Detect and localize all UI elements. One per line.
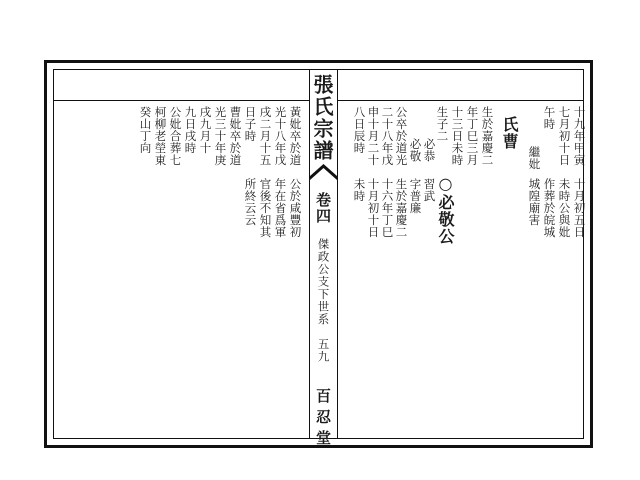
right-col-3b: 作葬於皖城 xyxy=(542,178,557,238)
right-col-12: 十六年丁巳 xyxy=(380,178,395,238)
fish-tail-ornament xyxy=(310,162,337,192)
right-col-2: 七月初十日 xyxy=(557,106,572,166)
left-col-5: 曹妣卒於道 xyxy=(228,106,243,166)
right-col-11: 生於嘉慶二 xyxy=(394,178,409,238)
left-col-1: 黃妣卒於道 xyxy=(288,106,303,166)
left-col-4: 日子時 xyxy=(243,106,258,142)
branch-label: 傑政公支下世系 xyxy=(316,238,331,326)
right-col-20: 八日辰時 xyxy=(352,106,367,154)
left-col-8: 九日戌時 xyxy=(183,106,198,154)
volume-label: 卷四 xyxy=(314,192,332,224)
clan-label: 氏曹 xyxy=(500,116,519,150)
left-col-1b: 公於咸豐初 xyxy=(288,178,303,238)
right-col-15: 必恭 xyxy=(422,138,437,162)
right-col-14: 未時 xyxy=(352,178,367,202)
person-heading: ○必敬公 xyxy=(436,174,455,245)
left-col-4b: 所終云云 xyxy=(243,178,258,226)
left-col-3b: 官後不知其 xyxy=(258,178,273,238)
hall-name: 百忍堂 xyxy=(314,388,332,451)
page-frame xyxy=(44,60,593,451)
left-col-11: 癸山丁向 xyxy=(138,106,153,154)
left-col-9: 公妣合葬七 xyxy=(168,106,183,166)
left-col-10: 柯柳老塋東 xyxy=(153,106,168,166)
spine-right-rule xyxy=(337,70,338,438)
left-col-6: 光三十年庚 xyxy=(213,106,228,166)
left-col-3: 戌二月十五 xyxy=(258,106,273,166)
right-col-17: 公卒於道光 xyxy=(394,106,409,166)
right-col-18: 二十八年戊 xyxy=(380,106,395,166)
right-col-5: 生於嘉慶二 xyxy=(480,106,495,166)
right-col-13: 十月初十日 xyxy=(366,178,381,238)
right-col-1b: 十月初五日 xyxy=(572,178,587,238)
right-col-10: 字普廉 xyxy=(408,178,423,214)
inner-border xyxy=(53,69,587,451)
left-col-2: 光十八年戊 xyxy=(273,106,288,166)
left-col-2b: 年在省爲軍 xyxy=(273,178,288,238)
page-number: 五九 xyxy=(316,338,331,363)
right-col-7: 十三日未時 xyxy=(450,106,465,166)
right-col-4b: 城隍廟害 xyxy=(527,178,542,226)
right-col-1: 十九年甲寅 xyxy=(572,106,587,166)
right-col-2b: 未時公與妣 xyxy=(557,178,572,238)
right-col-jibi: 繼妣 xyxy=(527,146,542,170)
right-col-6: 年丁巳三月 xyxy=(465,106,480,166)
right-col-16: 必敬 xyxy=(408,138,423,162)
left-col-7: 戌九月十 xyxy=(198,106,213,154)
right-col-9: 習武 xyxy=(422,178,437,202)
spine-title: 張氏宗譜 xyxy=(310,74,334,162)
right-col-19: 申十月二十 xyxy=(366,106,381,166)
right-col-3: 午時 xyxy=(542,106,557,130)
right-col-8: 生子二 xyxy=(435,106,450,142)
